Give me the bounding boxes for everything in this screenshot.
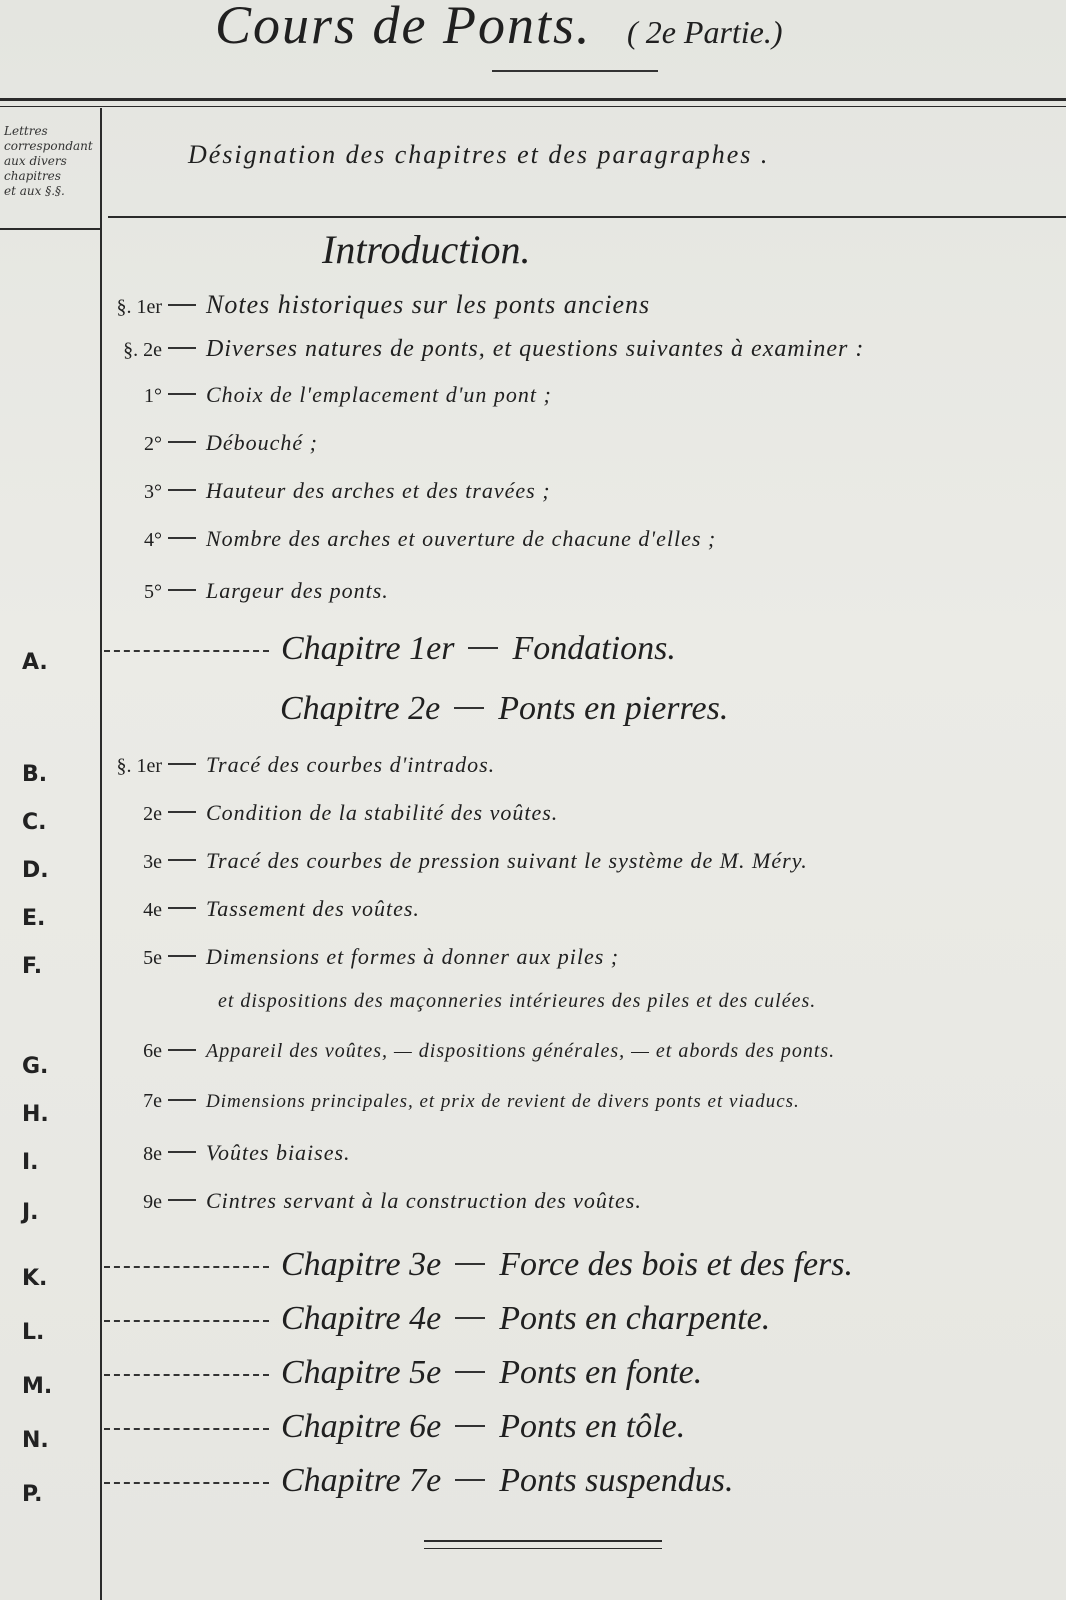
chapter-heading: Chapitre 5e Ponts en fonte.	[104, 1354, 702, 1392]
chapter-2-item: 8e Voûtes biaises.	[143, 1140, 351, 1165]
chapter-2-item: §. 1er Tracé des courbes d'intrados.	[116, 752, 496, 777]
row-letter: C.	[22, 810, 47, 835]
letters-header-line: correspondant	[4, 139, 93, 153]
closing-rule-thin	[424, 1548, 662, 1549]
intro-item: 1° Choix de l'emplacement d'un pont ;	[144, 382, 552, 407]
row-letter: M.	[22, 1374, 53, 1399]
top-rule-thin	[0, 106, 1066, 107]
row-letter: G.	[22, 1054, 49, 1079]
chapter-2-item: 2e Condition de la stabilité des voûtes.	[143, 800, 559, 825]
chapter-2-item: 7e Dimensions principales, et prix de revient de divers ponts et viaducs.	[143, 1090, 800, 1112]
letters-header-rule	[0, 228, 100, 230]
chapter-2-item: 4e Tassement des voûtes.	[143, 896, 420, 921]
letters-header-line: et aux §.§.	[4, 184, 65, 198]
row-letter: N.	[22, 1428, 49, 1453]
page-title	[215, 0, 783, 56]
chapter-2-item-continuation: et dispositions des maçonneries intérieures des piles et des culées.	[218, 990, 817, 1012]
letters-header-line: chapitres	[4, 169, 61, 183]
chapter-heading: Chapitre 3e Force des bois et des fers.	[104, 1246, 853, 1284]
chapter-2-item: 5e Dimensions et formes à donner aux piles ;	[143, 944, 620, 969]
chapter-2-item: 9e Cintres servant à la construction des voûtes.	[143, 1188, 642, 1213]
row-letter: I.	[22, 1150, 39, 1175]
letters-header-line: aux divers	[4, 154, 67, 168]
chapter-2-heading: Chapitre 2e Ponts en pierres.	[280, 690, 729, 727]
intro-item: §. 2e Diverses natures de ponts, et questions suivantes à examiner :	[123, 336, 865, 362]
letters-header-line: Lettres	[4, 124, 48, 138]
top-rule	[0, 98, 1066, 101]
intro-item: 2° Débouché ;	[144, 430, 319, 455]
chapter-heading: Chapitre 4e Ponts en charpente.	[104, 1300, 770, 1338]
row-letter: E.	[22, 906, 46, 931]
chapter-heading: Chapitre 7e Ponts suspendus.	[104, 1462, 733, 1500]
introduction-title: Introduction.	[322, 227, 531, 272]
row-letter: F.	[22, 954, 43, 979]
intro-item: 5° Largeur des ponts.	[144, 578, 389, 603]
row-letter: J.	[22, 1200, 39, 1225]
intro-item: 3° Hauteur des arches et des travées ;	[144, 478, 551, 503]
chapter-2-item: 6e Appareil des voûtes, — dispositions générales, — et abords des ponts.	[143, 1040, 836, 1062]
intro-item: §. 1er Notes historiques sur les ponts anciens	[116, 290, 651, 319]
chapter-1-heading: Chapitre 1er Fondations.	[104, 630, 676, 668]
row-letter: B.	[22, 762, 48, 787]
row-letter: P.	[22, 1482, 43, 1507]
title-underline	[492, 70, 658, 72]
closing-rule	[424, 1540, 662, 1542]
designation-header: Désignation des chapitres et des paragraphes .	[188, 140, 770, 169]
row-letter: K.	[22, 1266, 48, 1291]
row-letter: A.	[22, 650, 48, 675]
chapter-2-item: 3e Tracé des courbes de pression suivant le système de M. Méry.	[143, 848, 808, 873]
letters-column-header	[0, 124, 100, 199]
chapter-heading: Chapitre 6e Ponts en tôle.	[104, 1408, 685, 1446]
title-main: Cours de Ponts.	[215, 0, 592, 55]
row-letter: H.	[22, 1102, 49, 1127]
row-letter: D.	[22, 858, 49, 883]
row-letter: L.	[22, 1320, 45, 1345]
title-sub: ( 2e Partie.)	[627, 14, 783, 50]
intro-item: 4° Nombre des arches et ouverture de chacune d'elles ;	[144, 526, 717, 551]
column-divider	[100, 108, 102, 1600]
header-rule	[108, 216, 1066, 218]
